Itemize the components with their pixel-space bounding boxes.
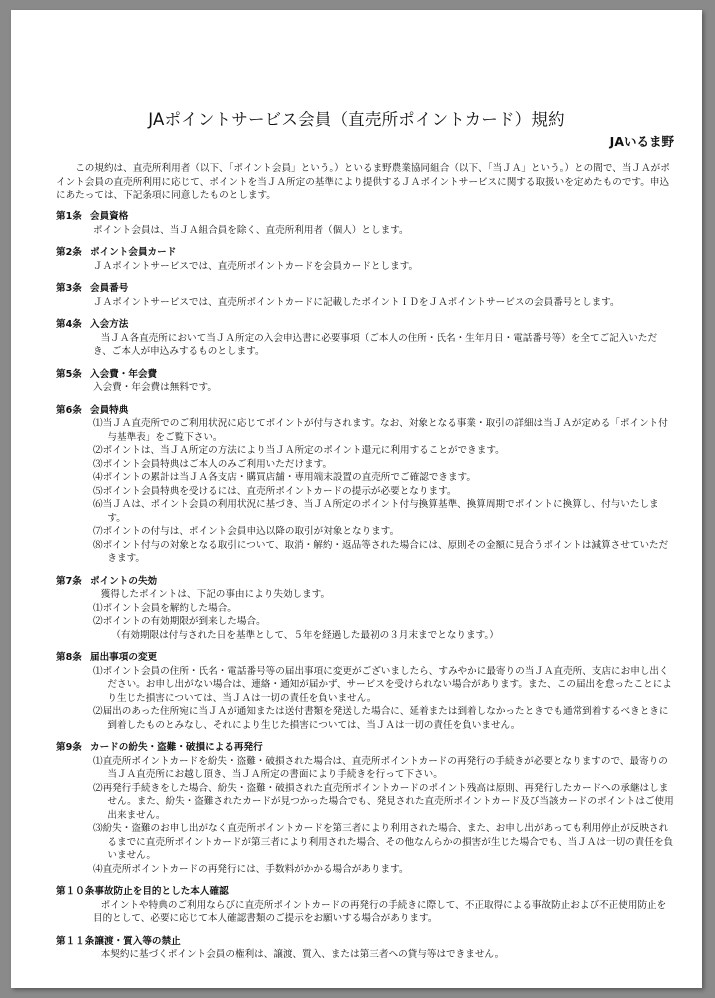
article-heading: 会員番号 <box>90 283 129 294</box>
article-8 <box>56 651 675 732</box>
article-number: 第7条 <box>56 575 82 587</box>
article-item: ⑶紛失・盗難のお申し出がなく直売所ポイントカードを第三者により利用された場合、また、お申し出があっても利用停止が反映されるまでに直売所ポイントカードが第三者により利用された場合、その他なんらかの損害が生じた場合でも、当ＪＡは一切の責任を負いません。 <box>93 823 674 861</box>
article-item: ⑺ポイントの付与は、ポイント会員申込以降の取引が対象となります。 <box>93 526 400 537</box>
document-title: JAポイントサービス会員（直売所ポイントカード）規約 <box>148 110 565 129</box>
article-heading: ポイント会員カード <box>90 247 177 258</box>
article-item: ⑴直売所ポイントカードを紛失・盗難・破損された場合は、直売所ポイントカードの再発行の手続きが必要となりますので、最寄りの当ＪＡ直売所にお越し頂き、当ＪＡ所定の書面により手続きを行って下さい。 <box>93 755 668 780</box>
document-page <box>11 10 702 988</box>
article-text: ポイントや特典のご利用ならびに直売所ポイントカードの再発行の手続きに際して、不正取得による事故防止および不正使用防止を目的として、必要に応じて本人確認書類のご提示をお願いする場合があります。 <box>93 899 667 924</box>
intro-paragraph: この規約は、直売所利用者（以下、「ポイント会員」という。）といるま野農業協同組合（以下、「当ＪＡ」という。）との間で、当ＪＡがポイント会員の直売所利用に応じて、ポイントを当ＪＡ所定の基準により提供するＪＡポイントサービスに関する取扱いを定めたものです。申込にあたっては、下記条項に同意したものとします。 <box>56 163 670 201</box>
article-item: ⑴ポイント会員を解約した場合。 <box>93 602 237 614</box>
article-text: 本契約に基づくポイント会員の権利は、譲渡、質入、または第三者への貸与等はできません。 <box>100 949 505 960</box>
article-9 <box>56 741 675 876</box>
article-item: ⑴当ＪＡ直売所でのご利用状況に応じてポイントが付与されます。なお、対象となる事業・取引の詳細は当ＪＡが定める「ポイント付与基準表」をご覧下さい。 <box>93 418 668 443</box>
article-heading: 入会方法 <box>90 319 129 330</box>
organization-name: JAいるま野 <box>609 134 674 149</box>
article-heading: カードの紛失・盗難・破損による再発行 <box>90 742 263 753</box>
article-item: ⑻ポイント付与の対象となる取引について、取消・解約・返品等された場合には、原則その金額に見合うポイントは減算させていただきます。 <box>93 539 669 564</box>
article-item: ⑶ポイント会員特典はご本人のみご利用いただけます。 <box>93 458 333 470</box>
article-10 <box>56 885 675 926</box>
article-5 <box>56 368 675 395</box>
article-item: ⑷直売所ポイントカードの再発行には、手数料がかかる場合があります。 <box>93 863 409 875</box>
article-number: 第3条 <box>56 283 82 294</box>
article-item: ⑹当ＪＡは、ポイント会員の利用状況に基づき、当ＪＡ所定のポイント付与換算基準、換算周期でポイントに換算し、付与いたします。 <box>93 499 659 524</box>
article-text: 当ＪＡ各直売所において当ＪＡ所定の入会申込書に必要事項（ご本人の住所・氏名・生年月日・電話番号等）を全てご記入いただき、ご本人が申込みするものとします。 <box>93 332 658 357</box>
article-heading: 事故防止を目的とした本人確認 <box>94 886 229 897</box>
article-number: 第2条 <box>56 247 82 258</box>
article-number: 第１１条 <box>56 935 95 947</box>
article-1 <box>56 210 675 237</box>
article-text: ＪＡポイントサービスでは、直売所ポイントカードに記載したポイントＩＤをＪＡポイントサービスの会員番号とします。 <box>93 296 620 308</box>
article-number: 第8条 <box>56 652 82 663</box>
article-11 <box>56 935 675 962</box>
article-text: 獲得したポイントは、下記の事由により失効します。 <box>100 589 331 600</box>
article-number: 第5条 <box>56 368 82 380</box>
article-heading: 届出事項の変更 <box>90 652 158 663</box>
article-7 <box>56 575 675 643</box>
article-number: 第１０条 <box>56 886 95 897</box>
article-number: 第4条 <box>56 319 82 330</box>
article-heading: 譲渡・質入等の禁止 <box>94 935 181 947</box>
article-3 <box>56 282 675 309</box>
article-item: ⑵再発行手続きをした場合、紛失・盗難・破損された直売所ポイントカードのポイント残高は原則、再発行したカードへの承継はしません。また、紛失・盗難されたカードが見つかった場合でも、発見された直売所ポイントカード及び当該カードのポイントはご使用出来ません。 <box>93 782 674 821</box>
article-text: ＪＡポイントサービスでは、直売所ポイントカードを会員カードとします。 <box>93 260 419 272</box>
article-item: ⑵ポイントは、当ＪＡ所定の方法により当ＪＡ所定のポイント還元に利用することができます。 <box>93 445 505 456</box>
article-item: ⑸ポイント会員特典を受けるには、直売所ポイントカードの提示が必要となります。 <box>93 485 457 497</box>
article-number: 第6条 <box>56 404 82 416</box>
article-number: 第9条 <box>56 742 82 753</box>
article-item: ⑵ポイントの有効期限が到来した場合。 <box>93 616 266 627</box>
article-heading: 入会費・年会費 <box>90 368 158 380</box>
article-2 <box>56 246 675 273</box>
article-text: ポイント会員は、当ＪＡ組合員を除く、直売所利用者（個人）とします。 <box>93 224 409 236</box>
article-heading: 会員特典 <box>90 404 129 416</box>
article-heading: 会員資格 <box>90 211 129 222</box>
article-item: ⑵届出のあった住所宛に当ＪＡが通知または送付書類を発送した場合に、延着または到着しなかったときでも通常到着するべきときに到着したものとみなし、それにより生じた損害については、当ＪＡは一切の責任を負いません。 <box>93 706 669 731</box>
article-item: ⑴ポイント会員の住所・氏名・電話番号等の届出事項に変更がございましたら、すみやかに最寄りの当ＪＡ直売所、支店にお申し出ください。お申し出がない場合は、連絡・通知が届かず、サービスを受けられない場合があります。また、この届出を怠ったことにより生じた損害については、当ＪＡは一切の責任を負いません。 <box>93 665 672 704</box>
article-heading: ポイントの失効 <box>90 575 158 587</box>
article-6 <box>56 404 675 566</box>
article-item: ⑷ポイントの累計は当ＪＡ各支店・購買店舗・専用端末設置の直売所でご確認できます。 <box>93 472 476 483</box>
article-4 <box>56 318 675 359</box>
article-number: 第1条 <box>56 211 82 222</box>
article-note: （有効期限は付与された日を基準として、５年を経過した最初の３月末までとなります。） <box>111 629 499 641</box>
articles-list <box>56 210 675 971</box>
article-text: 入会費・年会費は無料です。 <box>93 382 217 393</box>
